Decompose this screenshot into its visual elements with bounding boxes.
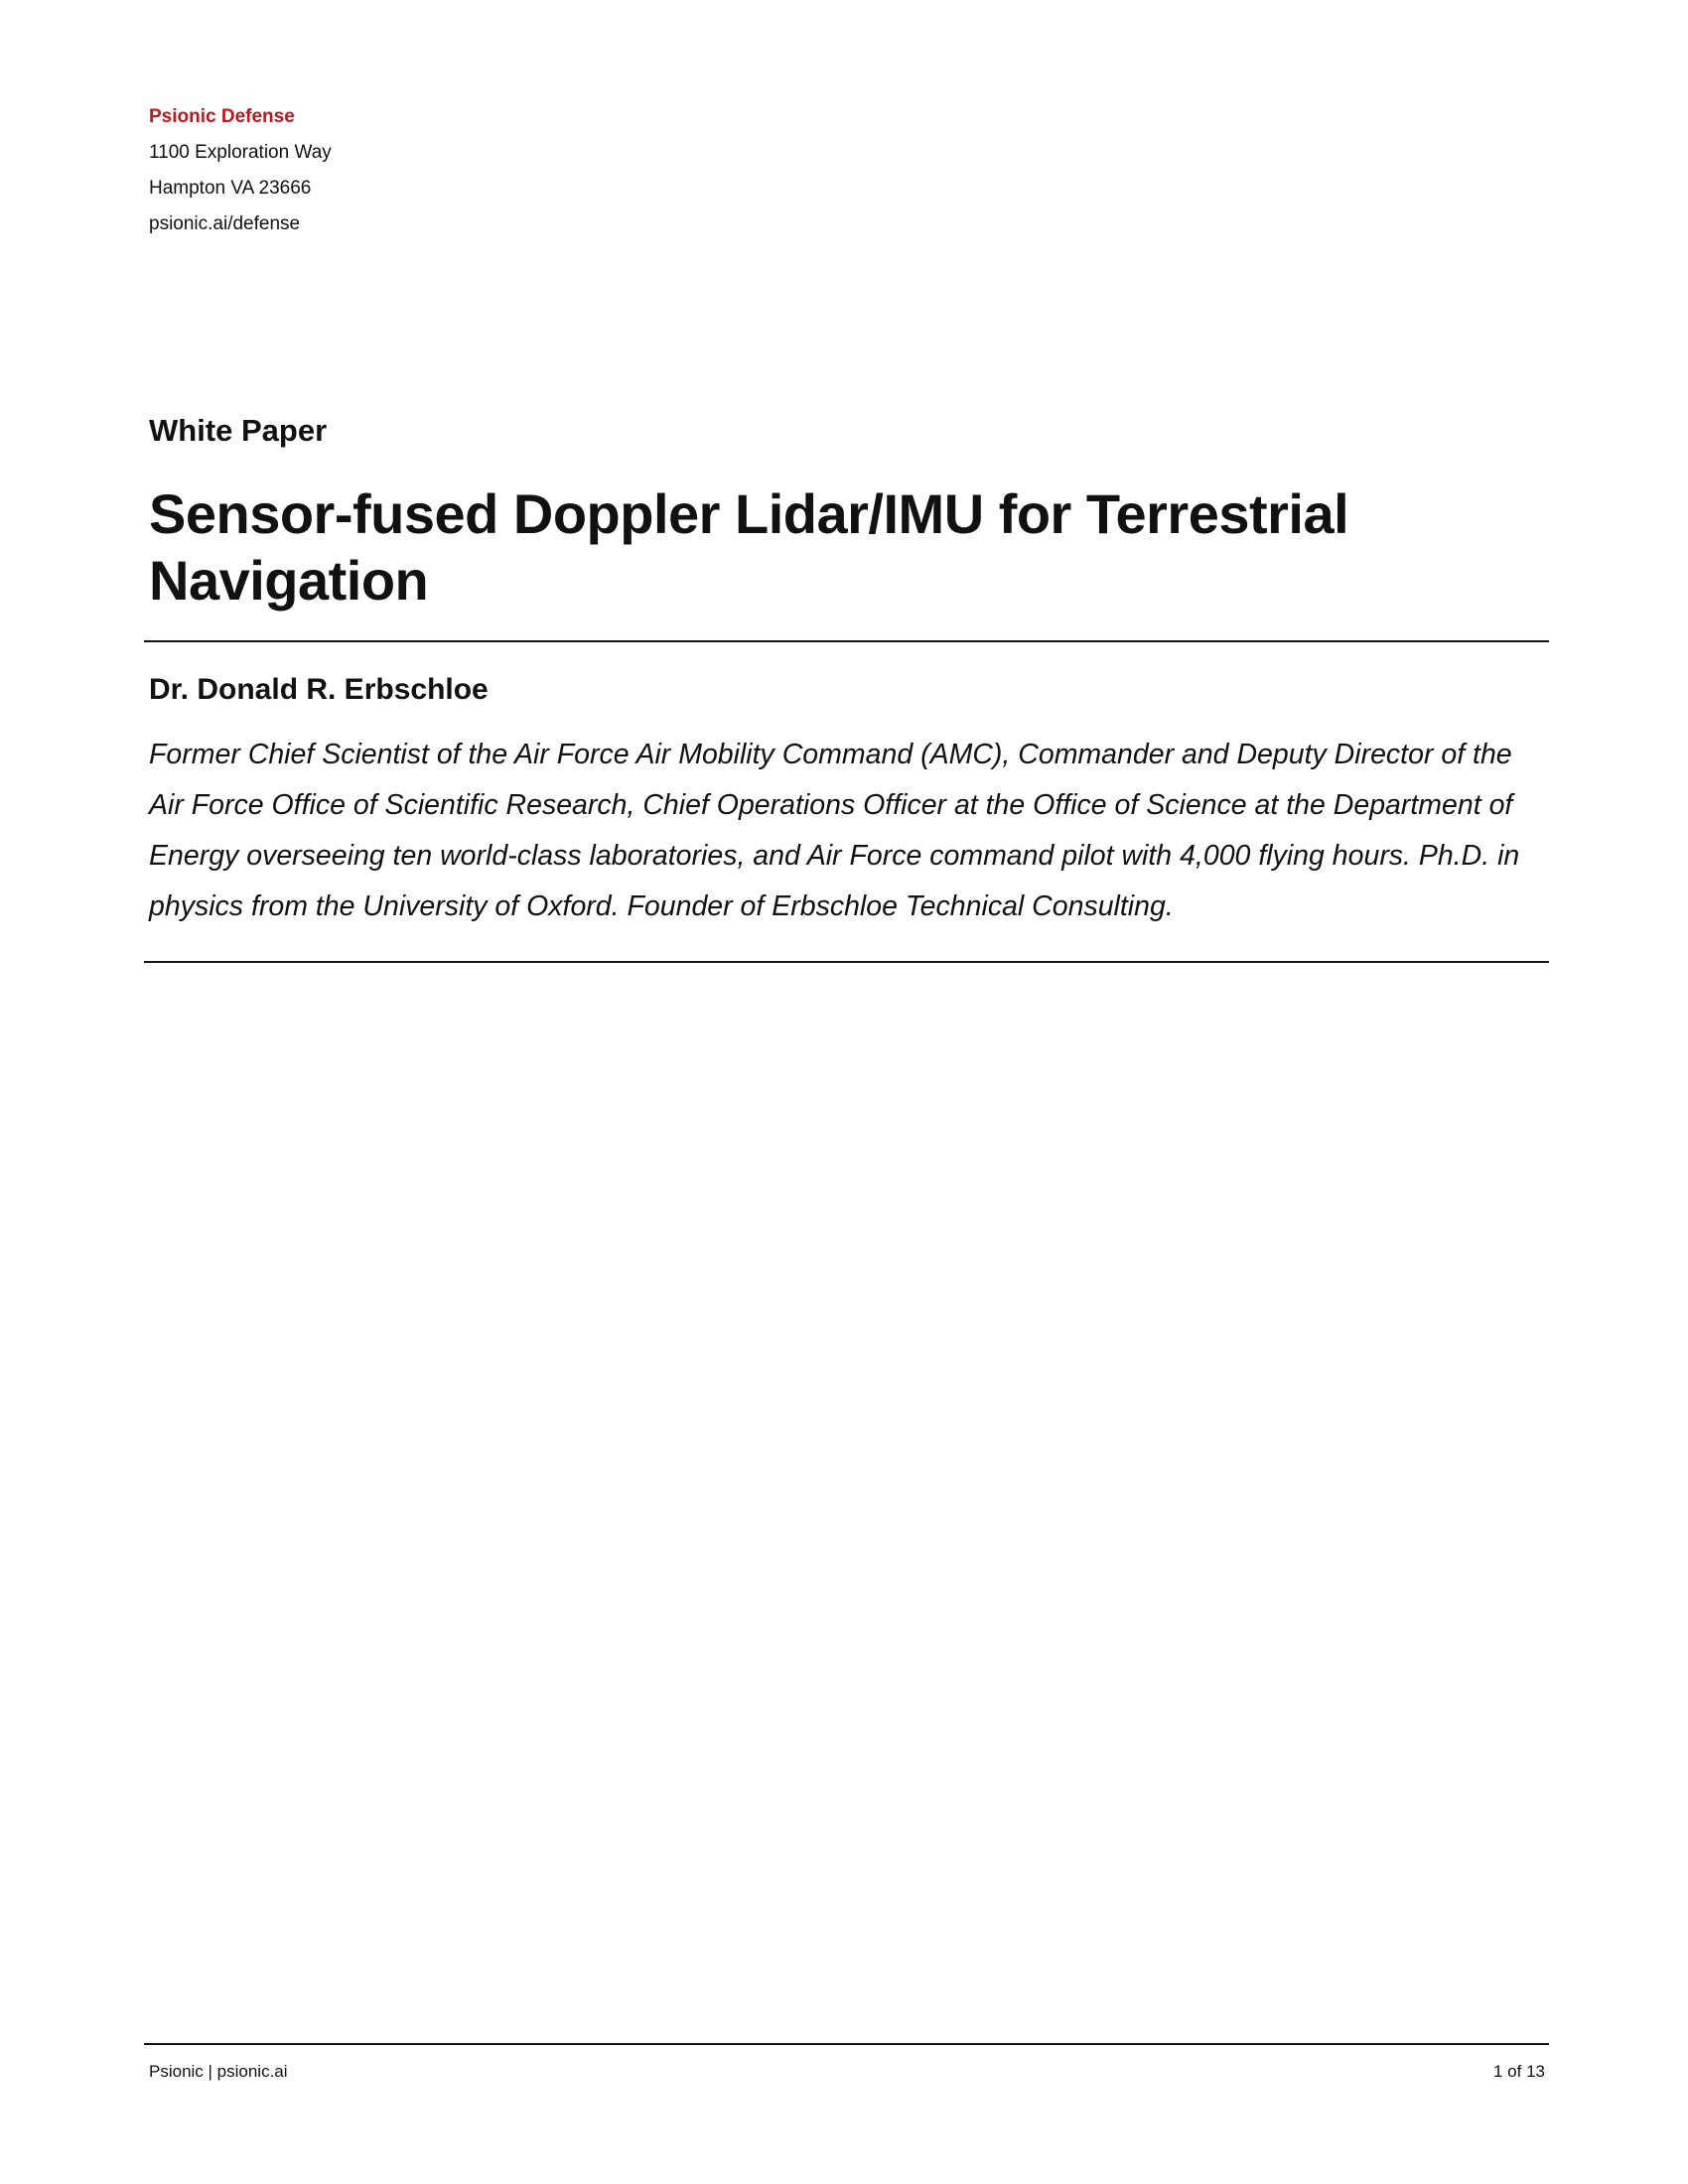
organization-website: psionic.ai/defense: [149, 213, 301, 234]
bio-divider: [144, 961, 1549, 963]
page-indicator: 1 of 13: [1493, 2062, 1545, 2081]
address-line-2: Hampton VA 23666: [149, 178, 312, 199]
author-name: Dr. Donald R. Erbschloe: [149, 673, 489, 706]
author-bio: Former Chief Scientist of the Air Force Air Mobility Command (AMC), Commander and Deputy Director of the Air Force Office of Scientific Research, Chief Operations Officer at the Office of Science at the Department of Energy overseeing ten world-class laboratories, and Air Force command pilot with 4,000 flying hours. Ph.D. in physics from the University of Oxford. Founder of Erbschloe Technical Consulting.: [149, 739, 1520, 922]
document-title: Sensor-fused Doppler Lidar/IMU for Terrestrial Navigation: [149, 482, 1349, 612]
footer-divider: [144, 2043, 1549, 2045]
title-divider: [144, 640, 1549, 642]
organization-block: [149, 99, 332, 242]
organization-name: Psionic Defense: [149, 106, 295, 127]
address-line-1: 1100 Exploration Way: [149, 142, 332, 163]
document-type: White Paper: [149, 413, 328, 448]
footer-brand: Psionic | psionic.ai: [149, 2062, 288, 2081]
